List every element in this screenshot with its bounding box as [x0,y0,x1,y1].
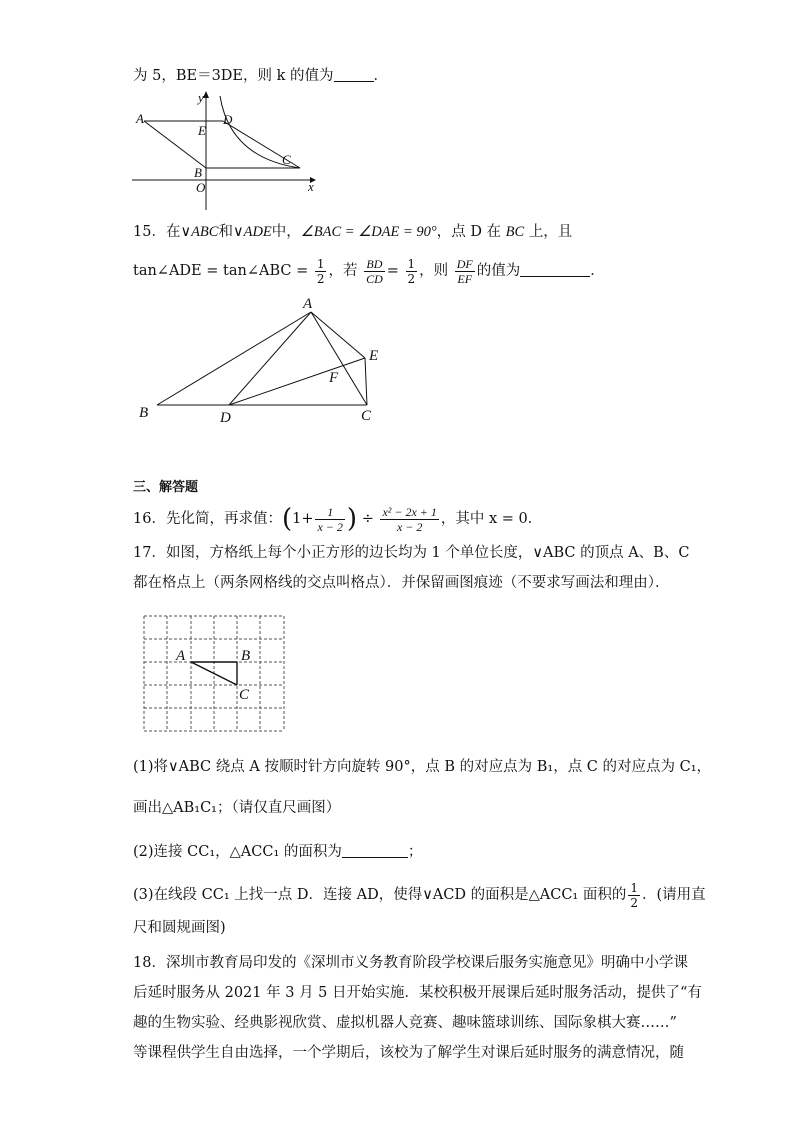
figure-q15 [135,292,395,432]
den: 2 [407,271,416,286]
q16-div: ÷ [361,511,374,527]
q17-part3-end: ．(请用直 [642,887,706,903]
den: CD [366,271,383,286]
label-F: F [329,370,339,386]
q17-line2: 都在格点上（两条网格线的交点叫格点）．并保留画图痕迹（不要求写画法和理由）． [133,575,670,591]
label-E: E [369,348,379,364]
q14-text: 为 5，BE＝3DE，则 k 的值为 [133,68,334,84]
q18-line4: 等课程供学生自由选择，一个学期后，该校为了解学生对课后延时服务的满意情况，随 [133,1045,684,1061]
q15-then: ，则 [419,263,449,279]
fraction-half-q17 [628,881,640,910]
num: BD [364,257,385,272]
q15-tri1: ABC [191,224,219,240]
label-D: D [220,410,231,426]
q15-line2: tan∠ADE = tan∠ABC = $\frac{1}{2}$ ，若 $\frac{BD}{CD}$ = $\frac{1}{2}$ ，则 $\frac{DF}{EF}$ 的值为 ． [133,256,605,286]
fraction-df-ef [455,257,475,286]
q15-prefix: 15．在 [133,224,181,240]
label-y: y [198,90,204,105]
label-C: C [239,687,250,703]
fraction-bd-cd [364,257,385,286]
q17-part3-text: (3)在线段 CC₁ 上找一点 D．连接 AD，使得∨ACD 的面积是△ACC₁ 面积的 [133,887,627,903]
segment-BA [157,312,311,405]
q17-line1: 17．如图，方格纸上每个小正方形的边长均为 1 个单位长度，∨ABC 的顶点 A、B、C [133,545,690,561]
q16-one: 1+ [292,511,314,527]
label-A: A [176,648,186,664]
q15-angles: ∠BAC = ∠DAE = 90° [300,224,437,240]
label-B: B [194,165,202,180]
q17-part3 [133,880,706,910]
q15-and: 和 [218,224,233,240]
q15-if: ，若 [328,263,358,279]
q15-mid: 中， [271,224,301,240]
q17-part2-text: (2)连接 CC₁，△ACC₁ 的面积为 [133,844,342,860]
segment-AE [311,312,365,358]
num: 1 [315,505,344,520]
section-heading: 三、解答题 [133,480,199,495]
label-O: O [196,180,206,195]
q15-eq: = [386,263,399,279]
q17-part2-end: ； [407,844,423,860]
den: 2 [316,271,325,286]
answer-blank-q14 [334,67,374,82]
num: 1 [407,256,416,271]
num: DF [456,256,473,271]
segment-AB [144,121,206,168]
q18-line2: 后延时服务从 2021 年 3 月 5 日开始实施．某校积极开展课后延时服务活动，提供了“有 [133,985,702,1001]
y-axis-arrow [203,91,209,98]
fraction-1-x2 [315,505,344,534]
num: x² − 2x + 1 [382,504,437,519]
label-B: B [241,648,251,664]
answer-blank-q17-2 [342,843,408,858]
label-x: x [308,179,314,194]
q16-line: 16．先化简，再求值：(1+ $\frac{1}{x - 2}$ ) ÷ $\frac{\text{x² − 2x + 1}}{x - 2}$ ，其中 x = 0． [133,504,543,534]
label-E: E [198,123,206,138]
q15-ask: 的值为 [476,263,521,279]
segment-EC [365,358,367,405]
label-D: D [223,112,233,127]
label-A: A [303,296,313,312]
den: EF [457,271,473,286]
label-A: A [136,111,144,126]
num: 1 [316,256,325,271]
q17-part3-line2: 尺和圆规画图) [133,920,226,936]
label-C: C [361,408,372,424]
den: x − 2 [317,519,343,534]
q14-tail-line: 为 5，BE＝3DE，则 k 的值为 ． [133,68,389,84]
q16-text: 16．先化简，再求值： [133,511,282,527]
num: 1 [630,880,638,895]
q17-part1-line2: 画出△AB₁C₁；（请仅直尺画图） [133,800,341,816]
grid-figure-q17 [140,612,290,734]
q16-tail: ，其中 x = 0． [440,511,543,527]
q15-tri2: ADE [243,224,272,240]
segment-AC [311,312,367,405]
q17-part1-line1: (1)将∨ABC 绕点 A 按顺时针方向旋转 90°，点 B 的对应点为 B₁，点 C 的对应点为 C₁， [133,759,712,775]
label-C: C [282,152,291,167]
fraction-half [315,257,327,286]
q17-part2 [133,842,422,862]
label-B: B [139,405,149,421]
q15-seg: BC [505,224,525,240]
q15-line1: 15．在∨ABC和∨ADE中，∠BAC = ∠DAE = 90°，点 D 在 BC 上，且 [133,224,573,240]
figure-q14 [128,88,328,213]
fraction-half-2 [406,257,418,286]
q15-on: 上，且 [528,224,573,240]
den: x − 2 [396,519,423,534]
den: 2 [630,895,638,910]
q18-line1: 18．深圳市教育局印发的《深圳市义务教育阶段学校课后服务实施意见》明确中小学课 [133,955,688,971]
answer-blank-q15 [520,262,590,277]
q15-pointD: ，点 D 在 [436,224,502,240]
q18-line3: 趣的生物实验、经典影视欣赏、虚拟机器人竞赛、趣味篮球训练、国际象棋大赛……” [133,1015,677,1031]
fraction-poly [380,505,438,534]
q15-tan: tan∠ADE = tan∠ABC = [133,263,309,279]
